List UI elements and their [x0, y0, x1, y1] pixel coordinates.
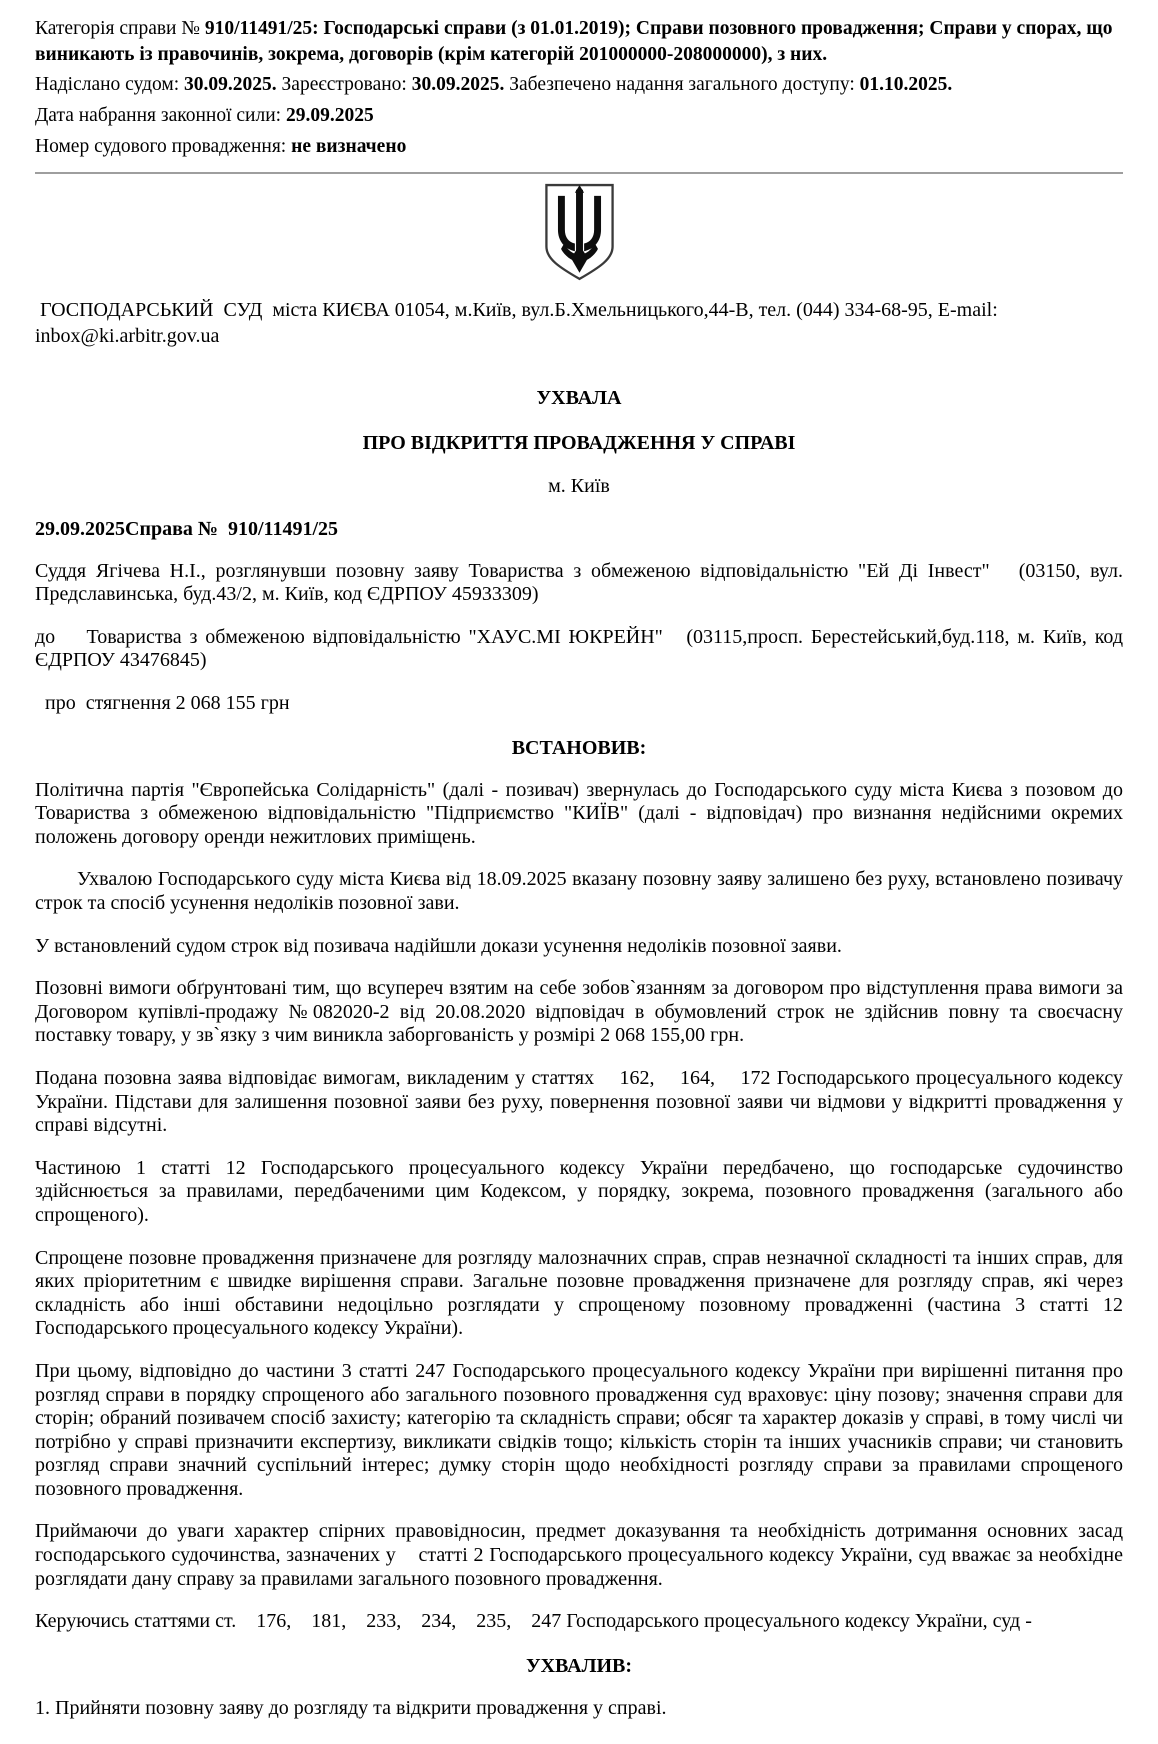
header-divider — [35, 172, 1123, 174]
case-number-line: 29.09.2025Справа № 910/11491/25 — [35, 517, 338, 540]
body-paragraph: Спрощене позовне провадження призначене для розгляду малозначних справ, справ незначної складності та інших справ, для яких пріоритетним є швидке вирішення справи. Загальне позовне провадження призначене для розгляду справ, які через складність або інші обставини недоцільно розглядати у спрощеному позовному провадженні (частина 3 статті 12 Господарського процесуального кодексу України). — [35, 1246, 1123, 1340]
document-title: УХВАЛА — [536, 386, 622, 409]
city-line: м. Київ — [548, 474, 610, 497]
established-heading: ВСТАНОВИВ: — [511, 736, 647, 759]
body-paragraph: При цьому, відповідно до частини 3 статті 247 Господарського процесуального кодексу України при вирішенні питання про розгляд справи в порядку спрощеного або загального позовного провадження суд враховує: ціну позову; значення справи для сторін; обраний позивачем спосіб захисту; категорію та складність справи; обсяг та характер доказів у справі, в тому числі чи потрібно у справі призначити експертизу, викликати свідків тощо; кількість сторін та інших учасників справи; чи становить розгляд справи значний суспільний інтерес; думку сторін щодо необхідності розгляду справи за правилами спрощеного позовного провадження. — [35, 1359, 1123, 1500]
case-category-line: Категорія справи № 910/11491/25: Господарські справи (з 01.01.2019); Справи позовного провадження; Справи у спорах, що виникають із правочинів, зокрема, договорів (крім категорій 201000000-208000000), з них. — [35, 18, 1113, 65]
registry-header — [35, 16, 1123, 160]
body-paragraph: Приймаючи до уваги характер спірних правовідносин, предмет доказування та необхідність дотримання основних засад господарського судочинства, зазначених у статті 2 Господарського процесуального кодексу України, суд вважає за необхідне розглядати дану справу за правилами загального позовного провадження. — [35, 1520, 1123, 1590]
body-paragraph: Політична партія "Європейська Солідарність" (далі - позивач) звернулась до Господарського суду міста Києва з позовом до Товариства з обмеженою відповідальністю "Підприємство "КИЇВ" (далі - відповідач) про визнання недійсними окремих положень договору оренди нежитлових приміщень. — [35, 778, 1123, 848]
legal-force-date-line: Дата набрання законної сили: 29.09.2025 — [35, 105, 374, 127]
judge-and-claimant-line: Суддя Ягічева Н.І., розглянувши позовну заяву Товариства з обмеженою відповідальністю "Ей Ді Інвест" (03150, вул. Предславинська, буд.43/2, м. Київ, код ЄДРПОУ 45933309) — [35, 559, 1123, 606]
body-paragraph: Подана позовна заява відповідає вимогам, викладеним у статтях 162, 164, 172 Господарського процесуального кодексу України. Підстави для залишення позовної заяви без руху, повернення позовної заяви чи відмови у відкритті провадження у справі відсутні. — [35, 1066, 1123, 1137]
ruled-heading: УХВАЛИВ: — [525, 1654, 633, 1677]
claim-subject-line: про стягнення 2 068 155 грн — [35, 692, 290, 715]
document-subtitle: ПРО ВІДКРИТТЯ ПРОВАДЖЕННЯ У СПРАВІ — [362, 431, 796, 454]
defendant-line: до Товариства з обмеженою відповідальністю "ХАУС.МІ ЮКРЕЙН" (03115,просп. Берестейський,буд.118, м. Київ, код ЄДРПОУ 43476845) — [35, 625, 1123, 672]
body-paragraph: У встановлений судом строк від позивача надійшли докази усунення недоліків позовної заяви. — [35, 934, 842, 957]
coat-of-arms-of-ukraine-icon — [35, 182, 1123, 287]
court-contact-line: ГОСПОДАРСЬКИЙ СУД міста КИЄВА 01054, м.Київ, вул.Б.Хмельницького,44-В, тел. (044) 334-68-95, E-mail: inbox@ki.arbitr.gov.ua — [35, 298, 998, 347]
ruling-item: 1. Прийняти позовну заяву до розгляду та відкрити провадження у справі. — [35, 1696, 667, 1719]
registry-dates-line: Надіслано судом: 30.09.2025. Зареєстровано: 30.09.2025. Забезпечено надання загального доступу: 01.10.2025. — [35, 74, 953, 96]
body-paragraph: Позовні вимоги обґрунтовані тим, що всупереч взятим на себе зобов`язанням за договором про відступлення права вимоги за Договором купівлі-продажу №082020-2 від 20.08.2020 відповідач в обумовлений строк не здійснив повну та своєчасну поставку товару, у зв`язку з чим виникла заборгованість у розмірі 2 068 155,00 грн. — [35, 977, 1123, 1047]
body-paragraph: Частиною 1 статті 12 Господарського процесуального кодексу України передбачено, що господарське судочинство здійснюється за правилами, передбаченими цим Кодексом, у порядку, зокрема, позовного провадження (загального або спрощеного). — [35, 1156, 1123, 1226]
proceeding-number-line: Номер судового провадження: не визначено — [35, 135, 407, 157]
body-paragraph: Керуючись статтями ст. 176, 181, 233, 234, 235, 247 Господарського процесуального кодексу України, суд - — [35, 1610, 1032, 1633]
body-paragraph: Ухвалою Господарського суду міста Києва від 18.09.2025 вказану позовну заяву залишено без руху, встановлено позивачу строк та спосіб усунення недоліків позовної зави. — [35, 868, 1123, 915]
